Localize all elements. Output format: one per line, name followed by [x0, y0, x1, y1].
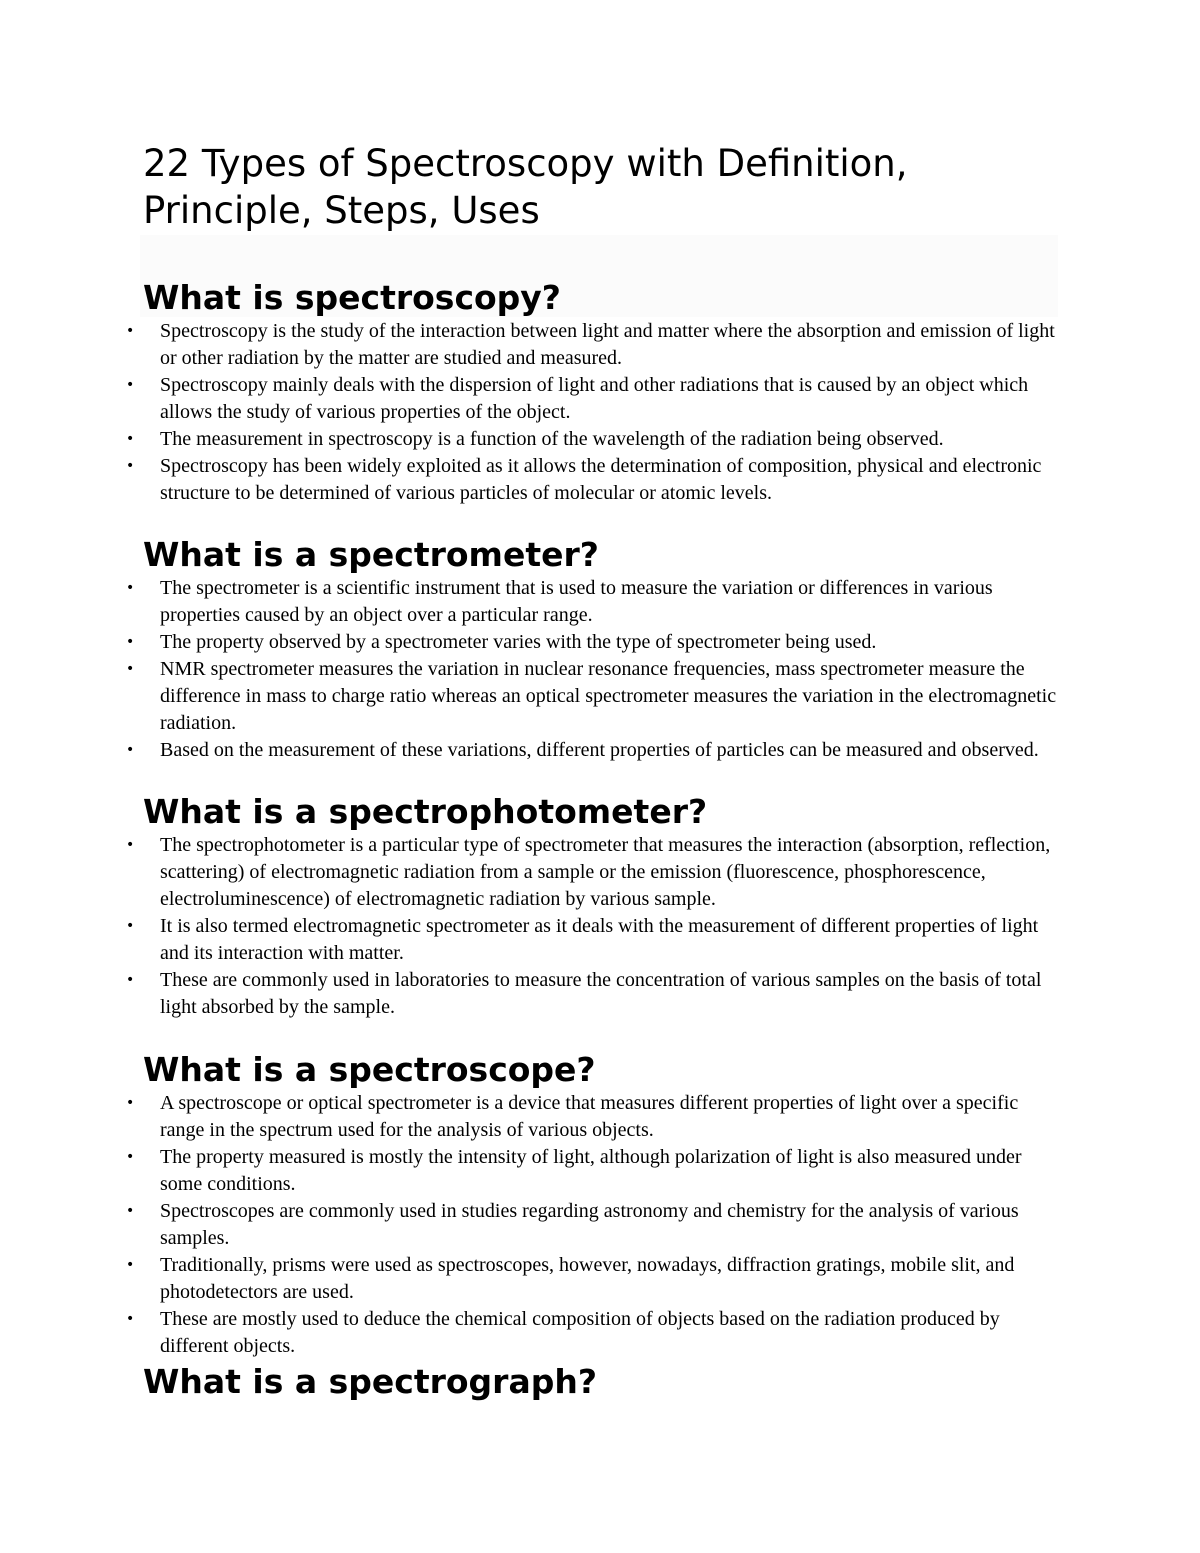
bullet-icon: • — [126, 918, 135, 934]
list-item-text: The property measured is mostly the intensity of light, although polarization of light is also measured under some conditions. — [160, 1146, 1022, 1195]
section-heading: What is a spectrograph? — [143, 1362, 597, 1401]
list-item — [0, 629, 1065, 656]
bullet-icon: • — [126, 1257, 135, 1273]
list-item — [0, 1198, 1065, 1252]
list-item — [0, 737, 1065, 764]
bullet-icon: • — [126, 742, 135, 758]
list-item — [0, 967, 1065, 1021]
list-item-text: It is also termed electromagnetic spectrometer as it deals with the measurement of different properties of light and its interaction with matter. — [160, 915, 1039, 964]
section-heading: What is a spectrophotometer? — [143, 792, 708, 831]
list-item — [0, 575, 1065, 629]
list-item-text: Spectroscopy is the study of the interaction between light and matter where the absorption and emission of light or other radiation by the matter are studied and measured. — [160, 320, 1055, 369]
bullet-icon: • — [126, 1203, 135, 1219]
list-item — [0, 318, 1065, 372]
bullet-icon: • — [126, 458, 135, 474]
section-spectrophotometer — [0, 792, 1200, 1021]
section-spectroscopy — [0, 278, 1200, 507]
list-item — [0, 656, 1065, 737]
list-item — [0, 1090, 1065, 1144]
list-item-text: The measurement in spectroscopy is a function of the wavelength of the radiation being observed. — [160, 428, 944, 450]
list-item-text: Spectroscopes are commonly used in studies regarding astronomy and chemistry for the analysis of various samples. — [160, 1200, 1019, 1249]
list-item-text: The spectrometer is a scientific instrument that is used to measure the variation or differences in various properties caused by an object over a particular range. — [160, 577, 993, 626]
bullet-icon: • — [126, 580, 135, 596]
list-item-text: Spectroscopy mainly deals with the dispersion of light and other radiations that is caused by an object which allows the study of various properties of the object. — [160, 374, 1029, 423]
section-heading: What is spectroscopy? — [143, 278, 561, 317]
document-title: 22 Types of Spectroscopy with Definition, Principle, Steps, Uses — [143, 142, 908, 232]
bullet-icon: • — [126, 634, 135, 650]
bullet-icon: • — [126, 377, 135, 393]
bullet-icon: • — [126, 972, 135, 988]
bullet-icon: • — [126, 431, 135, 447]
list-item — [0, 426, 1065, 453]
list-item — [0, 913, 1065, 967]
section-heading: What is a spectroscope? — [143, 1050, 596, 1089]
bullet-icon: • — [126, 661, 135, 677]
list-item-text: The spectrophotometer is a particular type of spectrometer that measures the interaction (absorption, reflection, scattering) of electromagnetic radiation from a sample or the emission (fluorescence, phosphorescence, electroluminescence) of electromagnetic radiation by various sample. — [160, 834, 1051, 910]
bullet-icon: • — [126, 837, 135, 853]
list-item — [0, 1306, 1065, 1360]
list-item-text: A spectroscope or optical spectrometer is a device that measures different properties of light over a specific range in the spectrum used for the analysis of various objects. — [160, 1092, 1019, 1141]
list-item — [0, 372, 1065, 426]
list-item — [0, 453, 1065, 507]
list-item-text: NMR spectrometer measures the variation in nuclear resonance frequencies, mass spectrometer measure the difference in mass to charge ratio whereas an optical spectrometer measures the variation in the electromagnetic radiation. — [160, 658, 1057, 734]
list-item — [0, 832, 1065, 913]
section-heading: What is a spectrometer? — [143, 535, 599, 574]
bullet-icon: • — [126, 323, 135, 339]
section-spectrograph — [0, 1362, 1200, 1402]
bullet-list — [0, 832, 1200, 1021]
list-item-text: Based on the measurement of these variations, different properties of particles can be measured and observed. — [160, 739, 1039, 761]
list-item-text: The property observed by a spectrometer varies with the type of spectrometer being used. — [160, 631, 877, 653]
section-spectrometer — [0, 535, 1200, 764]
list-item-text: Spectroscopy has been widely exploited as it allows the determination of composition, physical and electronic structure to be determined of various particles of molecular or atomic levels. — [160, 455, 1042, 504]
bullet-icon: • — [126, 1311, 135, 1327]
bullet-list — [0, 1090, 1200, 1360]
list-item-text: These are mostly used to deduce the chemical composition of objects based on the radiation produced by different objects. — [160, 1308, 1000, 1357]
bullet-list — [0, 575, 1200, 764]
list-item — [0, 1144, 1065, 1198]
bullet-icon: • — [126, 1095, 135, 1111]
list-item-text: These are commonly used in laboratories to measure the concentration of various samples on the basis of total light absorbed by the sample. — [160, 969, 1042, 1018]
list-item-text: Traditionally, prisms were used as spectroscopes, however, nowadays, diffraction gratings, mobile slit, and photodetectors are used. — [160, 1254, 1015, 1303]
list-item — [0, 1252, 1065, 1306]
section-spectroscope — [0, 1050, 1200, 1360]
bullet-list — [0, 318, 1200, 507]
bullet-icon: • — [126, 1149, 135, 1165]
